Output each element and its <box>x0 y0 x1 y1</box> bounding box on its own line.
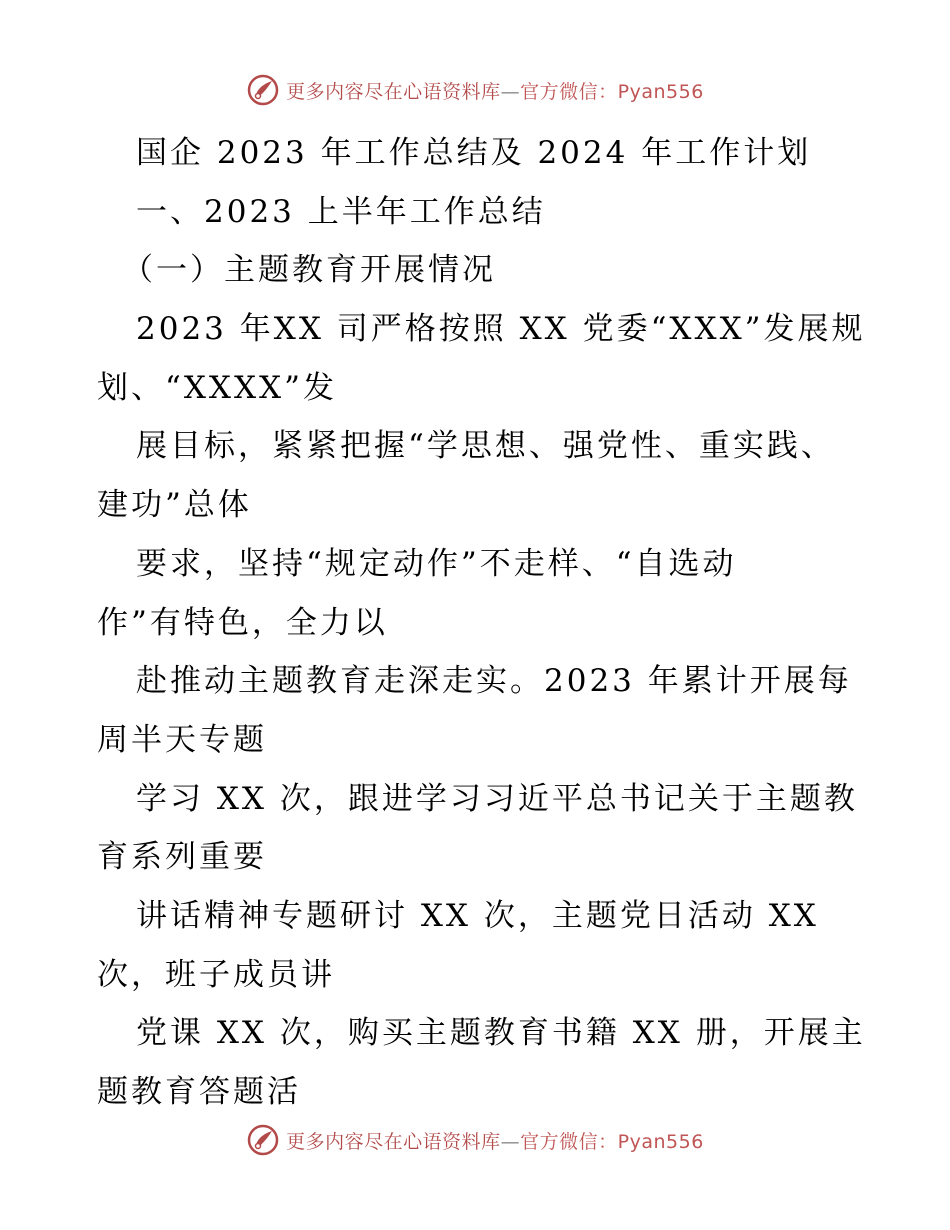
paragraph-line: 讲话精神专题研讨 XX 次，主题党日活动 XX <box>136 897 819 934</box>
subsection-heading: （一）主题教育开展情况 <box>122 252 496 289</box>
watermark-text: 更多内容尽在心语资料库—官方微信：Pyan556 <box>286 1130 704 1153</box>
paragraph-line: 次，班子成员讲 <box>97 956 335 993</box>
watermark-logo-icon <box>246 1123 280 1157</box>
footer-watermark <box>0 1120 950 1160</box>
paragraph-line: 赴推动主题教育走深走实。2023 年累计开展每 <box>136 663 852 700</box>
paragraph-line: 建功”总体 <box>97 487 252 524</box>
document-body <box>0 124 950 1122</box>
paragraph-line: 2023 年XX 司严格按照 XX 党委“XXX”发展规 <box>136 311 866 348</box>
paragraph-line: 展目标，紧紧把握“学思想、强党性、重实践、 <box>136 428 835 465</box>
paragraph-line: 题教育答题活 <box>97 1074 301 1110</box>
paragraph-line: 划、“XXXX”发 <box>97 369 337 406</box>
document-title: 国企 2023 年工作总结及 2024 年工作计划 <box>136 135 812 171</box>
paragraph-line: 要求，坚持“规定动作”不走样、“自选动 <box>136 545 737 582</box>
section-heading: 一、2023 上半年工作总结 <box>136 193 546 230</box>
watermark-text: 更多内容尽在心语资料库—官方微信：Pyan556 <box>286 80 704 103</box>
paragraph-line: 育系列重要 <box>97 839 267 876</box>
watermark-logo-icon <box>246 73 280 107</box>
paragraph-line: 学习 XX 次，跟进学习习近平总书记关于主题教 <box>136 780 858 817</box>
paragraph-line: 作”有特色，全力以 <box>97 604 388 641</box>
paragraph-line: 周半天专题 <box>97 721 267 758</box>
paragraph-line: 党课 XX 次，购买主题教育书籍 XX 册，开展主 <box>136 1015 866 1052</box>
header-watermark <box>0 70 950 110</box>
